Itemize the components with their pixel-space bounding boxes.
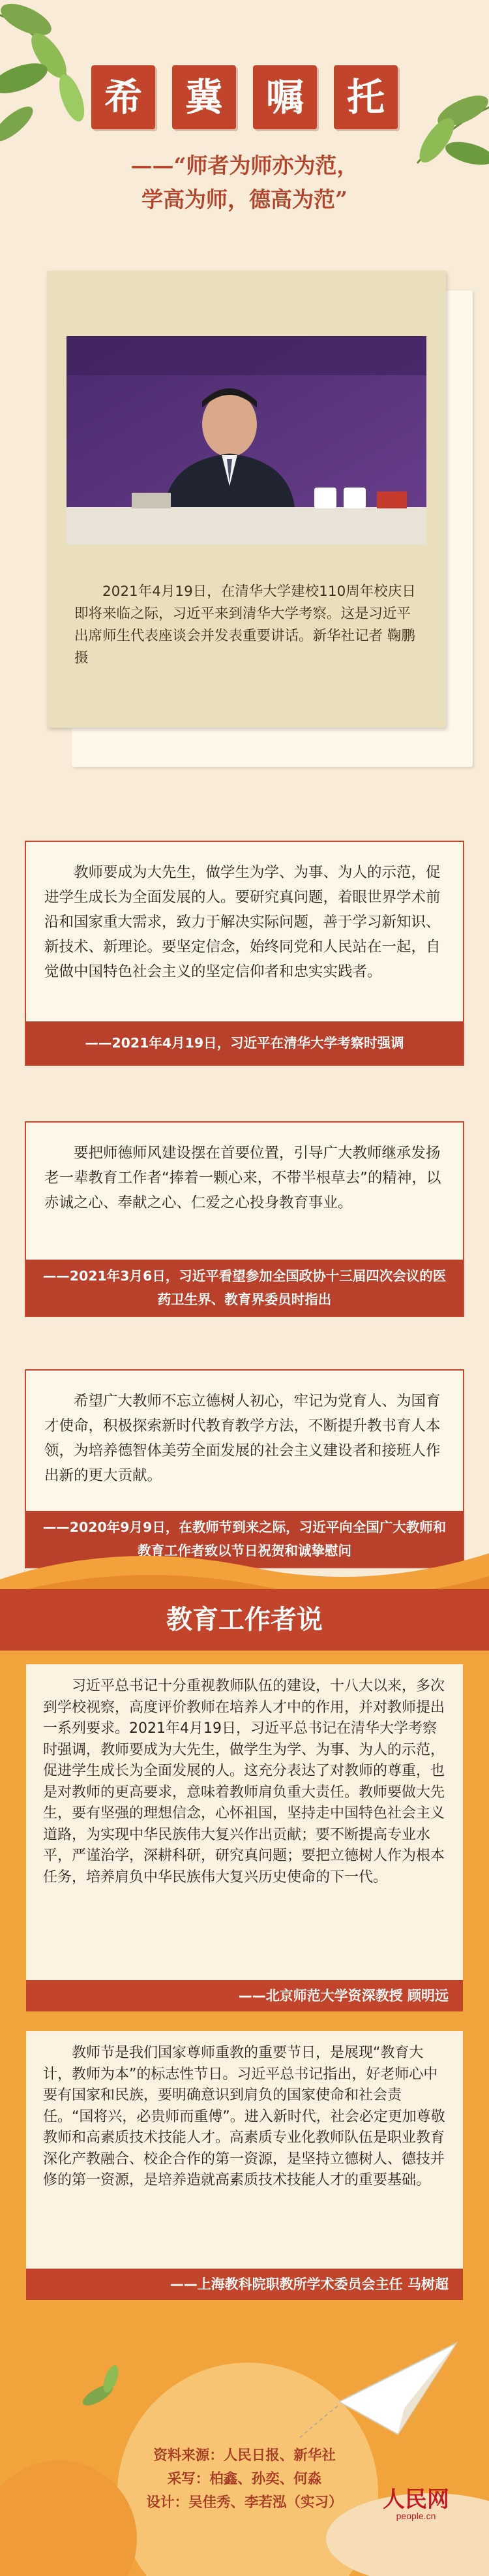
logo-text: 人民网 <box>383 2487 449 2513</box>
quote-source: ——2021年3月6日，习近平看望参加全国政协十三届四次会议的医药卫生界、教育界委员时指出 <box>26 1260 463 1316</box>
edu-quote-source: ——北京师范大学资深教授 顾明远 <box>26 1980 463 2011</box>
main-title <box>91 65 398 129</box>
edu-section-title: 教育工作者说 <box>0 1589 489 1651</box>
edu-quote-text: 习近平总书记十分重视教师队伍的建设，十八大以来，多次到学校视察，高度评价教师在培养人才中的作用，并对教师提出一系列要求。2021年4月19日，习近平总书记在清华大学考察时强调，教师要成为大先生，做学生为学、为事、为人的示范，促进学生成长为全面发展的人。这充分表达了对教师的尊重，也是对教师的更高要求，意味着教师肩负重大责任。教师要做大先生，要有坚强的理想信念，心怀祖国，坚持走中国特色社会主义道路，为实现中华民族伟大复兴作出贡献；要不断提高专业水平，严谨治学，深耕科研，研究真问题；要把立德树人作为根本任务，培养肩负中华民族伟大复兴历史使命的下一代。 <box>43 1678 445 1885</box>
quote-text: 教师要成为大先生，做学生为学、为事、为人的示范，促进学生成长为全面发展的人。要研究真问题，着眼世界学术前沿和国家重大需求，致力于解决实际问题，善于学习新知识、新技术、新理论。要坚定信念，始终同党和人民站在一起，自觉做中国特色社会主义的坚定信仰者和忠实实践者。 <box>44 864 441 980</box>
title-char: 希 <box>91 65 155 129</box>
logo-subtext: people.cn <box>396 2511 436 2521</box>
photo-placeholder-icon <box>67 336 426 545</box>
news-photo <box>67 336 426 545</box>
subtitle-line-1: ——“师者为师亦为范， <box>130 153 359 178</box>
quote-source: ——2020年9月9日，在教师节到来之际，习近平向全国广大教师和教育工作者致以节日祝贺和诚挚慰问 <box>26 1511 463 1567</box>
title-char: 嘱 <box>253 65 317 129</box>
title-char: 托 <box>334 65 398 129</box>
photo-card <box>47 271 446 728</box>
edu-quote-source: ——上海教科院职教所学术委员会主任 马树超 <box>26 2269 463 2300</box>
credit-line: 资料来源：人民日报、新华社 <box>153 2447 336 2464</box>
quote-text: 希望广大教师不忘立德树人初心，牢记为党育人、为国育才使命，积极探索新时代教育教学方法，不断提升教书育人本领，为培养德智体美劳全面发展的社会主义建设者和接班人作出新的更大贡献。 <box>44 1393 441 1484</box>
edu-quote-box <box>26 1664 463 2011</box>
quote-source: ——2021年4月19日，习近平在清华大学考察时强调 <box>26 1021 463 1064</box>
quote-card <box>25 1369 464 1568</box>
header-section <box>0 0 489 222</box>
edu-quote-text: 教师节是我们国家尊师重教的重要节日，是展现“教育大计，教师为本”的标志性节日。习近平总书记指出，好老师心中要有国家和民族，要明确意识到肩负的国家使命和社会责任。“国将兴，必贵师而重傅”。进入新时代，社会必定更加尊敬教师和高素质技术技能人才。高素质专业化教师队伍是职业教育深化产教融合、校企合作的第一资源，是坚持立德树人、德技并修的第一资源，是培养造就高素质技术技能人才的重要基础。 <box>43 2045 445 2188</box>
credit-line: 采写：柏鑫、孙奕、何淼 <box>167 2471 322 2487</box>
photo-caption: 2021年4月19日，在清华大学建校110周年校庆日即将来临之际，习近平来到清华大学考察。这是习近平出席师生代表座谈会并发表重要讲话。新华社记者 鞠鹏 摄 <box>74 583 416 666</box>
quote-text: 要把师德师风建设摆在首要位置，引导广大教师继承发扬老一辈教育工作者“捧着一颗心来，不带半根草去”的精神，以赤诚之心、奉献之心、仁爱之心投身教育事业。 <box>44 1145 441 1211</box>
people-cn-logo <box>357 2481 475 2521</box>
credit-line: 设计：吴佳秀、李若泓（实习） <box>146 2494 343 2511</box>
subtitle-line-2: 学高为师，德高为范” <box>141 187 348 212</box>
quote-card <box>25 1121 464 1317</box>
title-char: 冀 <box>172 65 236 129</box>
edu-quote-box <box>26 2031 463 2300</box>
quote-card <box>25 841 464 1066</box>
